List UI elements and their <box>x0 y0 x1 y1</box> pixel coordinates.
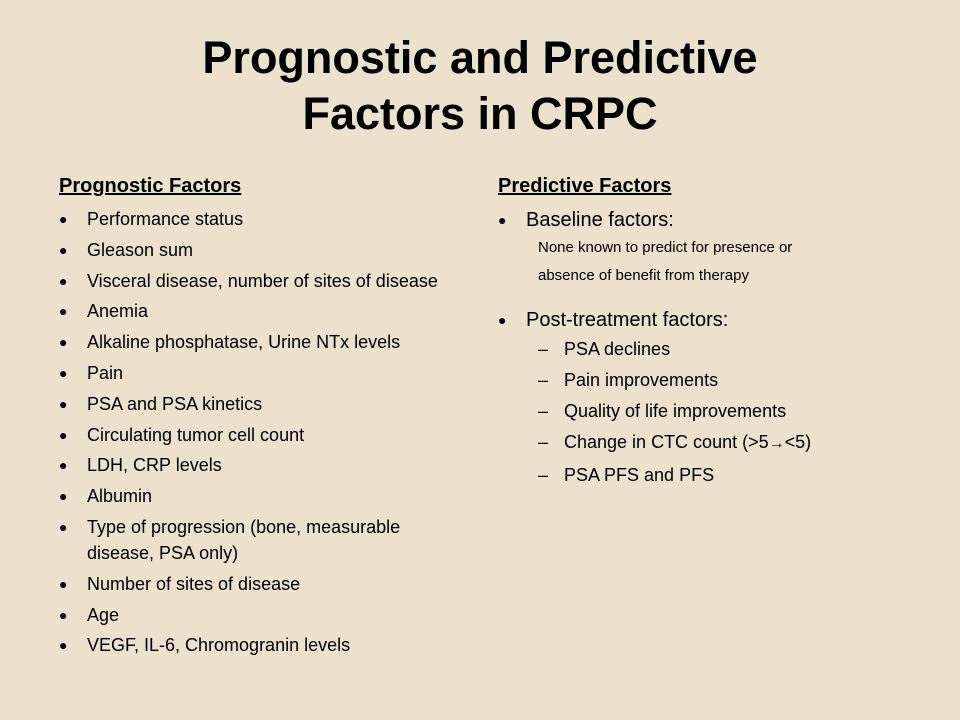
list-item-text: Number of sites of disease <box>87 573 301 594</box>
list-item <box>538 462 918 488</box>
list-item-text: PSA and PSA kinetics <box>87 393 263 414</box>
list-item <box>59 391 469 417</box>
dash-icon: – <box>538 401 549 421</box>
prognostic-column <box>59 174 469 663</box>
slide-title <box>0 30 960 142</box>
list-item-text: Visceral disease, number of sites of disease <box>87 270 438 291</box>
dash-icon: – <box>538 432 549 452</box>
bullet-icon: ● <box>59 334 68 351</box>
list-item <box>59 206 469 232</box>
list-item-text: PSA PFS and PFS <box>564 465 715 485</box>
baseline-note <box>538 234 918 290</box>
post-treatment-factors-label: Post-treatment factors: <box>526 309 729 331</box>
dash-icon: – <box>538 370 549 390</box>
list-item <box>59 422 469 448</box>
list-item-text: Type of progression (bone, measurable disease, PSA only) <box>87 516 401 563</box>
slide-title-line-2: Factors in CRPC <box>302 88 658 139</box>
baseline-note-line-1: None known to predict for presence or <box>538 239 793 256</box>
list-item <box>59 632 469 658</box>
bullet-icon: ● <box>59 518 68 535</box>
list-item <box>59 360 469 386</box>
prognostic-heading: Prognostic Factors <box>59 175 242 197</box>
list-item <box>538 336 918 362</box>
list-item <box>59 237 469 263</box>
baseline-factors-item <box>498 206 918 234</box>
bullet-icon: ● <box>498 312 507 328</box>
list-item <box>59 329 469 355</box>
list-item <box>59 268 469 294</box>
predictive-heading: Predictive Factors <box>498 175 672 197</box>
bullet-icon: ● <box>59 303 68 320</box>
list-item-text: PSA declines <box>564 339 671 359</box>
list-item <box>538 429 918 457</box>
list-item-text: Alkaline phosphatase, Urine NTx levels <box>87 332 401 353</box>
list-item-text: Gleason sum <box>87 239 194 260</box>
bullet-icon: ● <box>59 488 68 505</box>
post-treatment-factors-item <box>498 306 918 334</box>
dash-icon: – <box>538 339 549 359</box>
baseline-note-line-2: absence of benefit from therapy <box>538 267 749 284</box>
baseline-factors-label: Baseline factors: <box>526 209 674 231</box>
ctc-text-after: <5) <box>784 432 812 452</box>
predictive-column <box>498 174 918 493</box>
bullet-icon: ● <box>59 606 68 623</box>
ctc-text-before: Change in CTC count (>5 <box>564 432 769 452</box>
bullet-icon: ● <box>59 426 68 443</box>
list-item <box>59 514 469 566</box>
bullet-icon: ● <box>59 272 68 289</box>
list-item-text: Circulating tumor cell count <box>87 424 305 445</box>
list-item <box>59 298 469 324</box>
list-item-text: Anemia <box>87 301 149 322</box>
post-treatment-list <box>538 336 918 488</box>
list-item-text: Pain <box>87 362 124 383</box>
bullet-icon: ● <box>59 241 68 258</box>
list-item <box>59 452 469 478</box>
bullet-icon: ● <box>59 211 68 227</box>
bullet-icon: ● <box>59 575 68 592</box>
list-item-text: Albumin <box>87 486 153 507</box>
list-item-text: Age <box>87 604 120 625</box>
bullet-icon: ● <box>498 212 507 228</box>
list-item-text: Performance status <box>87 209 244 229</box>
list-item <box>59 483 469 509</box>
bullet-icon: ● <box>59 364 68 381</box>
right-arrow-icon: → <box>768 435 785 452</box>
list-item-text: VEGF, IL-6, Chromogranin levels <box>87 635 351 656</box>
list-item <box>538 367 918 393</box>
bullet-icon: ● <box>59 395 68 412</box>
bullet-icon: ● <box>59 637 68 654</box>
bullet-icon: ● <box>59 457 68 474</box>
list-item <box>59 571 469 597</box>
list-item <box>538 398 918 424</box>
prognostic-list <box>59 206 469 658</box>
dash-icon: – <box>538 465 549 485</box>
list-item <box>59 602 469 628</box>
list-item-text: LDH, CRP levels <box>87 455 222 476</box>
list-item-text: Quality of life improvements <box>564 401 787 421</box>
list-item-text: Pain improvements <box>564 370 719 390</box>
slide-title-line-1: Prognostic and Predictive <box>202 32 758 83</box>
